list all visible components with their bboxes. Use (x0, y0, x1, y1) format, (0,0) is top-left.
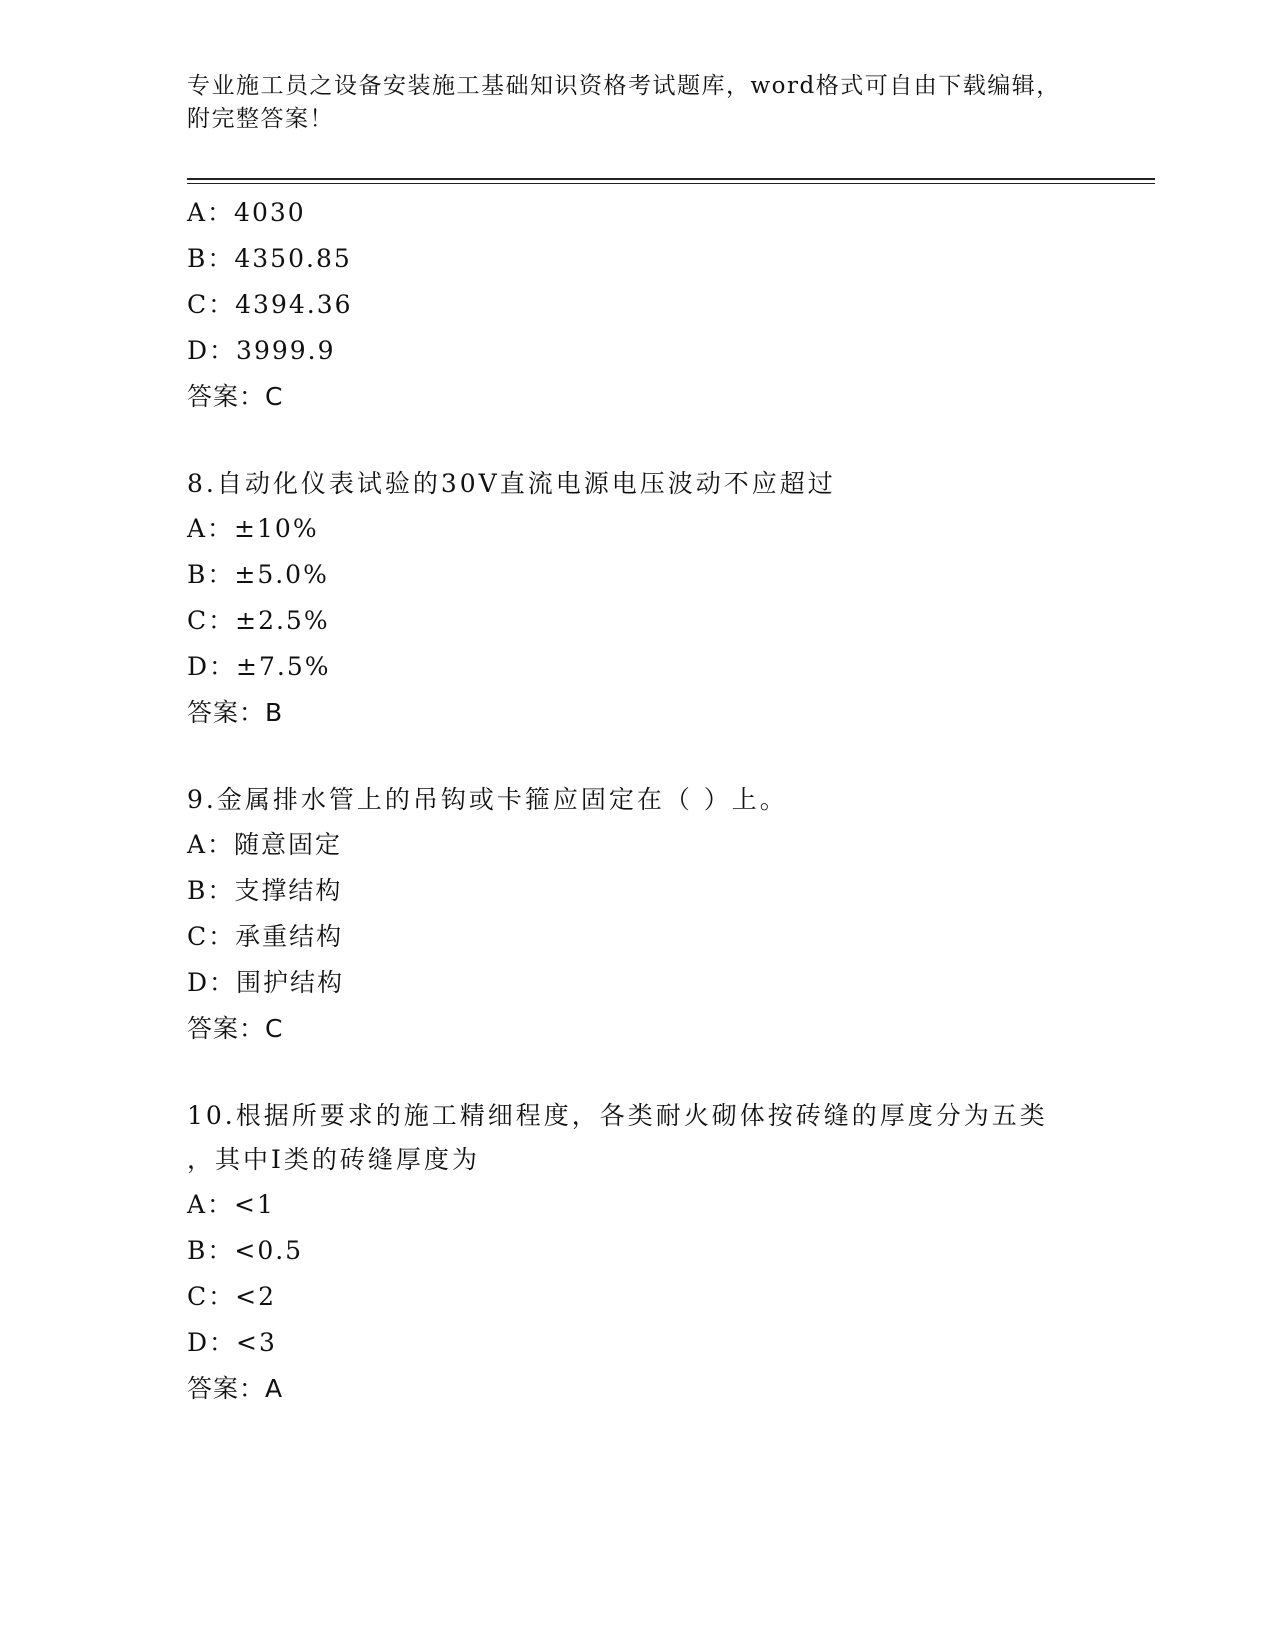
option-c: C：<2 (187, 1282, 276, 1311)
option-a: A：4030 (187, 198, 306, 227)
question-stem-line-2: ，其中I类的砖缝厚度为 (187, 1145, 480, 1174)
question-9 (187, 778, 1087, 1052)
question-stem: 8.自动化仪表试验的30V直流电源电压波动不应超过 (187, 469, 836, 498)
question-list (187, 190, 1087, 1412)
option-c: C：4394.36 (187, 290, 353, 319)
header-divider-thin (187, 183, 1155, 184)
answer-line: 答案：A (187, 1374, 284, 1403)
option-d: D：3999.9 (187, 336, 336, 365)
option-d: D：±7.5% (187, 652, 331, 681)
option-c: C：±2.5% (187, 606, 330, 635)
option-d: D：围护结构 (187, 968, 345, 997)
option-b: B：<0.5 (187, 1236, 304, 1265)
option-d: D：<3 (187, 1328, 277, 1357)
header-line-1: 专业施工员之设备安装施工基础知识资格考试题库，word格式可自由下载编辑， (187, 73, 1061, 99)
question-10 (187, 1094, 1087, 1412)
question-8 (187, 462, 1087, 736)
option-a: A：随意固定 (187, 830, 343, 859)
answer-line: 答案：C (187, 1014, 284, 1043)
option-b: B：支撑结构 (187, 876, 343, 905)
header-divider-thick (187, 178, 1155, 180)
question-7 (187, 190, 1087, 420)
option-b: B：±5.0% (187, 560, 329, 589)
document-header (187, 70, 1087, 136)
answer-line: 答案：B (187, 698, 284, 727)
option-b: B：4350.85 (187, 244, 352, 273)
option-c: C：承重结构 (187, 922, 344, 951)
answer-line: 答案：C (187, 382, 284, 411)
header-line-2: 附完整答案！ (187, 106, 334, 132)
question-stem-line-1: 10.根据所要求的施工精细程度，各类耐火砌体按砖缝的厚度分为五类 (187, 1101, 1048, 1130)
question-stem: 9.金属排水管上的吊钩或卡箍应固定在（ ）上。 (187, 785, 788, 814)
option-a: A：±10% (187, 514, 319, 543)
option-a: A：<1 (187, 1190, 275, 1219)
